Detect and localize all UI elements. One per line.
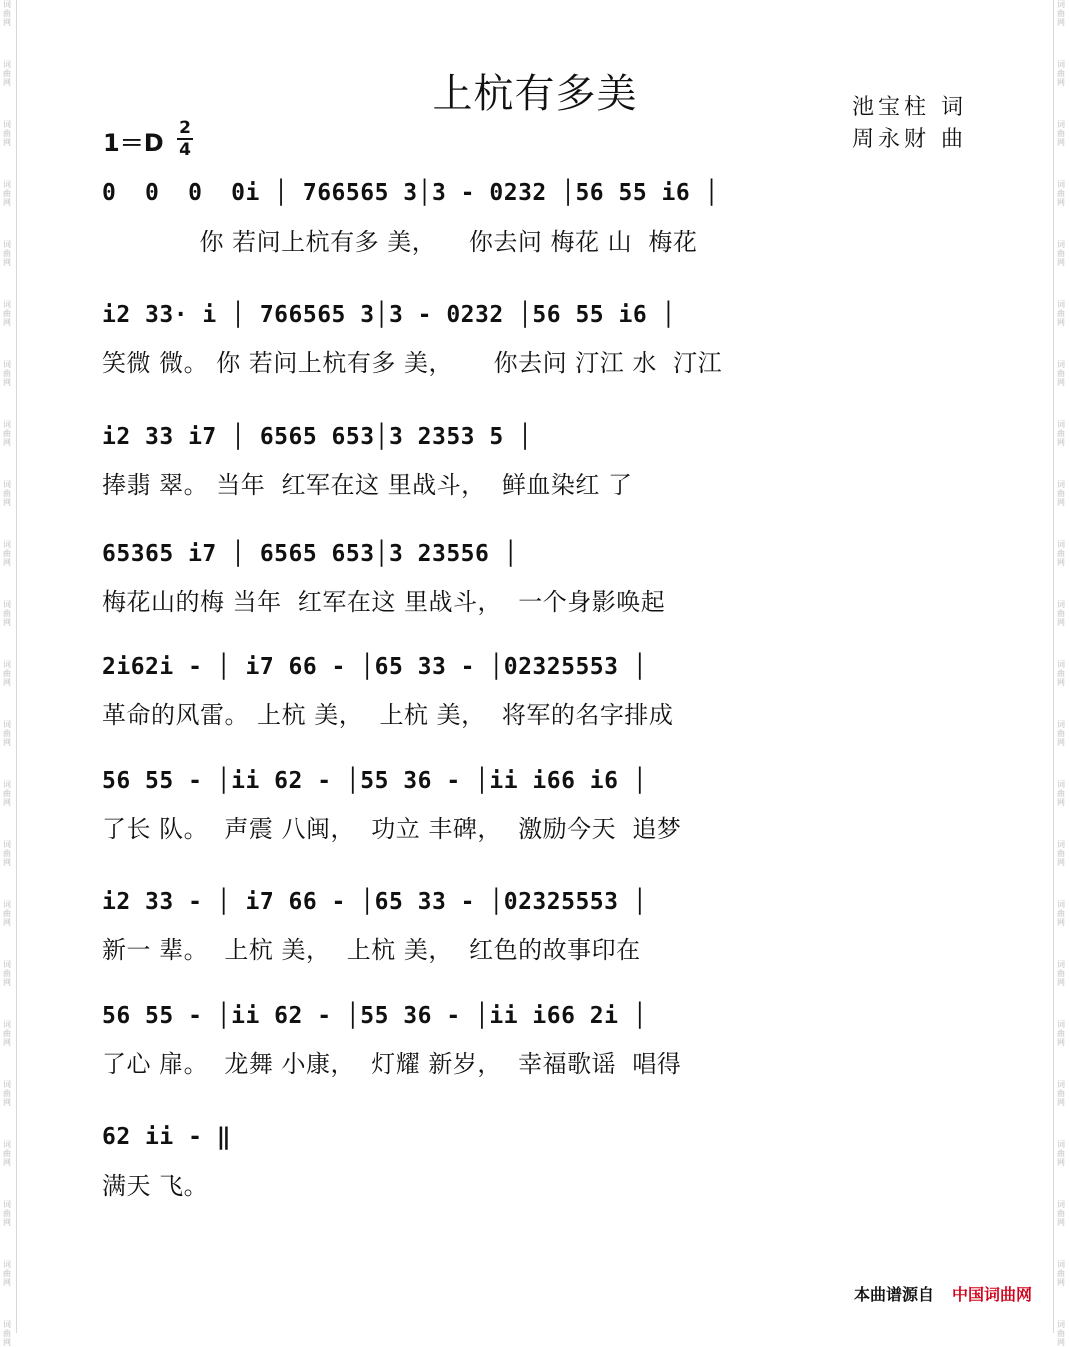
notation-line: 0 0 0 0i │ 766565 3│3 - 0232 │56 55 i6 │: [102, 180, 719, 206]
notation-line: 56 55 - │ii 62 - │55 36 - │ii i66 i6 │: [102, 768, 648, 794]
watermark-glyph: 词: [3, 720, 11, 729]
watermark-glyph: 曲: [3, 309, 11, 318]
watermark-glyph: 网: [1057, 1098, 1065, 1107]
watermark-glyph: 曲: [3, 1029, 11, 1038]
watermark-glyph: 网: [3, 498, 11, 507]
watermark-glyph: 曲: [1057, 1029, 1065, 1038]
site-link[interactable]: 中国词曲网: [951, 1285, 1032, 1304]
lyricist-credit: 池宝柱 词: [852, 95, 967, 120]
watermark-glyph: 曲: [1057, 129, 1065, 138]
watermark-glyph: 词: [1057, 1140, 1065, 1149]
lyric-line: 了心 扉。 龙舞 小康， 灯耀 新岁， 幸福歌谣 唱得: [102, 1050, 682, 1078]
watermark-glyph: 曲: [3, 429, 11, 438]
watermark-glyph: 词: [1057, 120, 1065, 129]
watermark-glyph: 网: [1057, 918, 1065, 927]
watermark-glyph: 曲: [3, 69, 11, 78]
lyric-line: 新一 辈。 上杭 美， 上杭 美， 红色的故事印在: [102, 936, 641, 964]
watermark-glyph: 网: [3, 198, 11, 207]
watermark-glyph: 词: [1057, 540, 1065, 549]
watermark-glyph: 网: [3, 978, 11, 987]
watermark-glyph: 网: [1057, 678, 1065, 687]
lyric-line: 革命的风雷。 上杭 美， 上杭 美， 将军的名字排成: [102, 701, 674, 729]
watermark-glyph: 网: [1057, 1038, 1065, 1047]
watermark-glyph: 词: [1057, 0, 1065, 9]
watermark-glyph: 网: [1057, 198, 1065, 207]
watermark-glyph: 曲: [1057, 669, 1065, 678]
watermark-glyph: 网: [1057, 78, 1065, 87]
watermark-glyph: 曲: [1057, 429, 1065, 438]
watermark-glyph: 网: [3, 78, 11, 87]
watermark-glyph: 词: [3, 240, 11, 249]
watermark-glyph: 词: [3, 1020, 11, 1029]
watermark-glyph: 曲: [3, 1269, 11, 1278]
watermark-glyph: 词: [1057, 660, 1065, 669]
watermark-glyph: 网: [3, 1218, 11, 1227]
watermark-glyph: 曲: [1057, 1329, 1065, 1338]
watermark-glyph: 网: [3, 558, 11, 567]
watermark-glyph: 网: [3, 678, 11, 687]
watermark-glyph: 曲: [1057, 909, 1065, 918]
watermark-glyph: 词: [1057, 240, 1065, 249]
watermark-glyph: 网: [3, 1338, 11, 1347]
notation-line: 62 ii - ‖: [102, 1124, 232, 1150]
watermark-glyph: 词: [3, 360, 11, 369]
watermark-glyph: 曲: [1057, 609, 1065, 618]
notation-line: i2 33 i7 │ 6565 653│3 2353 5 │: [102, 424, 533, 450]
watermark-glyph: 词: [3, 480, 11, 489]
watermark-glyph: 词: [1057, 360, 1065, 369]
watermark-glyph: 网: [3, 138, 11, 147]
watermark-glyph: 网: [3, 378, 11, 387]
watermark-glyph: 网: [1057, 558, 1065, 567]
watermark-glyph: 词: [3, 1140, 11, 1149]
notation-line: 56 55 - │ii 62 - │55 36 - │ii i66 2i │: [102, 1003, 648, 1029]
composer-credit: 周永财 曲: [852, 127, 967, 152]
watermark-glyph: 词: [1057, 480, 1065, 489]
watermark-glyph: 词: [3, 540, 11, 549]
watermark-glyph: 曲: [1057, 369, 1065, 378]
watermark-glyph: 曲: [3, 969, 11, 978]
watermark-glyph: 曲: [3, 609, 11, 618]
watermark-glyph: 词: [3, 1080, 11, 1089]
source-footer: [854, 1282, 1032, 1305]
watermark-glyph: 曲: [1057, 729, 1065, 738]
watermark-glyph: 词: [1057, 780, 1065, 789]
watermark-glyph: 网: [3, 798, 11, 807]
watermark-glyph: 词: [3, 840, 11, 849]
notation-line: 65365 i7 │ 6565 653│3 23556 │: [102, 541, 519, 567]
watermark-glyph: 词: [3, 780, 11, 789]
notation-line: i2 33· i │ 766565 3│3 - 0232 │56 55 i6 │: [102, 302, 676, 328]
watermark-glyph: 曲: [1057, 249, 1065, 258]
watermark-glyph: 曲: [3, 669, 11, 678]
watermark-glyph: 曲: [1057, 1089, 1065, 1098]
watermark-glyph: 词: [3, 120, 11, 129]
watermark-glyph: 曲: [3, 1209, 11, 1218]
lyric-line: 梅花山的梅 当年 红军在这 里战斗， 一个身影唤起: [102, 588, 666, 616]
watermark-glyph: 曲: [3, 1089, 11, 1098]
watermark-glyph: 词: [1057, 840, 1065, 849]
watermark-glyph: 曲: [3, 249, 11, 258]
watermark-glyph: 网: [1057, 1158, 1065, 1167]
watermark-glyph: 曲: [1057, 9, 1065, 18]
watermark-glyph: 网: [3, 918, 11, 927]
watermark-glyph: 曲: [3, 9, 11, 18]
watermark-glyph: 曲: [3, 909, 11, 918]
watermark-glyph: 网: [1057, 1218, 1065, 1227]
watermark-glyph: 曲: [1057, 189, 1065, 198]
watermark-glyph: 词: [3, 60, 11, 69]
watermark-glyph: 网: [1057, 738, 1065, 747]
time-signature-top: 2: [179, 118, 191, 138]
watermark-glyph: 网: [1057, 138, 1065, 147]
lyric-line: 满天 飞。: [102, 1172, 209, 1200]
watermark-glyph: 网: [3, 1038, 11, 1047]
lyric-line: 笑微 微。 你 若问上杭有多 美， 你去问 汀江 水 汀江: [102, 349, 723, 377]
watermark-glyph: 曲: [1057, 69, 1065, 78]
watermark-glyph: 曲: [3, 1329, 11, 1338]
watermark-glyph: 网: [3, 258, 11, 267]
watermark-glyph: 网: [3, 1278, 11, 1287]
watermark-glyph: 网: [1057, 318, 1065, 327]
watermark-glyph: 网: [1057, 1338, 1065, 1347]
watermark-glyph: 词: [3, 900, 11, 909]
key-signature: 1＝D: [103, 129, 164, 157]
watermark-glyph: 网: [3, 1158, 11, 1167]
time-signature-bottom: 4: [179, 140, 191, 160]
song-title: 上杭有多美: [432, 71, 638, 117]
watermark-glyph: 曲: [1057, 789, 1065, 798]
watermark-glyph: 曲: [3, 369, 11, 378]
watermark-glyph: 网: [3, 438, 11, 447]
watermark-glyph: 网: [3, 318, 11, 327]
watermark-glyph: 词: [3, 960, 11, 969]
watermark-glyph: 曲: [1057, 1269, 1065, 1278]
watermark-glyph: 网: [1057, 1278, 1065, 1287]
watermark-glyph: 词: [3, 180, 11, 189]
watermark-glyph: 网: [3, 1098, 11, 1107]
watermark-glyph: 网: [3, 618, 11, 627]
watermark-glyph: 词: [1057, 1080, 1065, 1089]
notation-line: 2i62i - │ i7 66 - │65 33 - │02325553 │: [102, 654, 648, 680]
watermark-glyph: 曲: [1057, 1209, 1065, 1218]
watermark-glyph: 词: [3, 1260, 11, 1269]
watermark-glyph: 词: [3, 420, 11, 429]
watermark-glyph: 曲: [3, 1149, 11, 1158]
watermark-glyph: 曲: [1057, 489, 1065, 498]
watermark-glyph: 词: [1057, 420, 1065, 429]
watermark-glyph: 曲: [3, 729, 11, 738]
watermark-glyph: 网: [3, 738, 11, 747]
watermark-glyph: 网: [1057, 618, 1065, 627]
watermark-glyph: 网: [1057, 378, 1065, 387]
watermark-glyph: 词: [1057, 600, 1065, 609]
watermark-glyph: 曲: [3, 549, 11, 558]
watermark-glyph: 网: [1057, 498, 1065, 507]
watermark-glyph: 词: [3, 1320, 11, 1329]
watermark-glyph: 曲: [3, 789, 11, 798]
watermark-glyph: 网: [1057, 858, 1065, 867]
watermark-glyph: 曲: [1057, 309, 1065, 318]
watermark-glyph: 词: [1057, 900, 1065, 909]
watermark-glyph: 曲: [1057, 849, 1065, 858]
watermark-glyph: 词: [3, 300, 11, 309]
watermark-glyph: 曲: [3, 849, 11, 858]
watermark-glyph: 网: [3, 18, 11, 27]
watermark-glyph: 词: [1057, 960, 1065, 969]
watermark-glyph: 词: [1057, 60, 1065, 69]
source-label: 本曲谱源自: [853, 1285, 934, 1304]
watermark-glyph: 词: [1057, 1320, 1065, 1329]
watermark-glyph: 曲: [1057, 549, 1065, 558]
notation-line: i2 33 - │ i7 66 - │65 33 - │02325553 │: [102, 889, 648, 915]
watermark-glyph: 词: [3, 600, 11, 609]
watermark-glyph: 网: [1057, 18, 1065, 27]
watermark-glyph: 曲: [3, 129, 11, 138]
watermark-glyph: 词: [3, 660, 11, 669]
watermark-glyph: 曲: [3, 489, 11, 498]
watermark-glyph: 曲: [1057, 969, 1065, 978]
watermark-glyph: 网: [1057, 258, 1065, 267]
watermark-glyph: 词: [1057, 1260, 1065, 1269]
watermark-glyph: 词: [1057, 1200, 1065, 1209]
lyric-line: 了长 队。 声震 八闽， 功立 丰碑， 激励今天 追梦: [102, 815, 682, 843]
watermark-glyph: 网: [1057, 798, 1065, 807]
watermark-glyph: 网: [3, 858, 11, 867]
watermark-glyph: 曲: [1057, 1149, 1065, 1158]
watermark-glyph: 网: [1057, 978, 1065, 987]
lyric-line: 你 若问上杭有多 美， 你去问 梅花 山 梅花: [102, 228, 698, 256]
watermark-glyph: 词: [1057, 300, 1065, 309]
watermark-glyph: 词: [1057, 720, 1065, 729]
watermark-glyph: 曲: [3, 189, 11, 198]
lyric-line: 捧翡 翠。 当年 红军在这 里战斗， 鲜血染红 了: [102, 471, 633, 499]
watermark-glyph: 网: [1057, 438, 1065, 447]
watermark-glyph: 词: [1057, 1020, 1065, 1029]
watermark-glyph: 词: [3, 1200, 11, 1209]
watermark-glyph: 词: [1057, 180, 1065, 189]
watermark-glyph: 词: [3, 0, 11, 9]
